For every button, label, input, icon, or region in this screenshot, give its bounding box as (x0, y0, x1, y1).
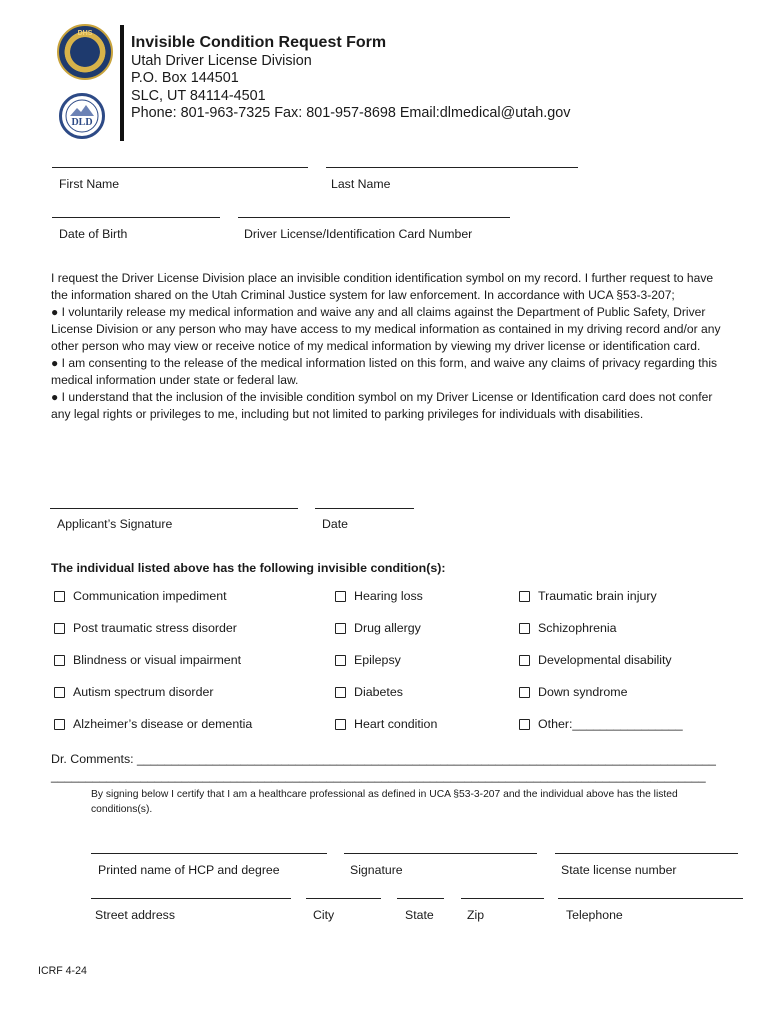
doctor-comments-line[interactable]: _______________________________________________________________________________________________ (51, 769, 706, 783)
condition-label: Post traumatic stress disorder (73, 621, 237, 635)
mountain-icon (62, 96, 102, 136)
condition-label: Developmental disability (538, 653, 672, 667)
hcp-name-label: Printed name of HCP and degree (98, 863, 280, 877)
form-code: ICRF 4-24 (38, 965, 87, 977)
checkbox[interactable] (54, 687, 65, 698)
applicant-signature-field[interactable] (50, 508, 298, 509)
dhs-seal-text: DHS (77, 30, 93, 37)
first-name-field[interactable] (52, 167, 308, 168)
doctor-comments-field[interactable]: Dr. Comments: ____________________________________________________________________________________ (51, 752, 716, 766)
condition-label: Hearing loss (354, 589, 423, 603)
condition-autism[interactable] (54, 685, 213, 699)
checkbox[interactable] (54, 623, 65, 634)
condition-communication[interactable] (54, 589, 227, 603)
condition-label: Schizophrenia (538, 621, 617, 635)
first-name-label: First Name (59, 177, 120, 191)
condition-label: Heart condition (354, 717, 438, 731)
last-name-label: Last Name (331, 177, 391, 191)
agency-name: Utah Driver License Division (131, 52, 312, 69)
condition-label: Traumatic brain injury (538, 589, 657, 603)
dob-field[interactable] (52, 217, 220, 218)
checkbox[interactable] (335, 623, 346, 634)
street-field[interactable] (91, 898, 291, 899)
po-box: P.O. Box 144501 (131, 70, 239, 87)
consent-paragraph-1: I request the Driver License Division place an invisible condition identification symbol on my record. I further request to have the information shared on the Utah Criminal Justice system for law enforcement. In accordance with UCA §53-3-207; (51, 271, 714, 302)
condition-down-syndrome[interactable] (519, 685, 628, 699)
condition-label: Communication impediment (73, 589, 227, 603)
checkbox[interactable] (519, 687, 530, 698)
certification-text: By signing below I certify that I am a healthcare professional as defined in UCA §53-3-207 and the individual above has the listed conditions(s). (91, 789, 678, 815)
condition-label: Down syndrome (538, 685, 628, 699)
license-number-label: Driver License/Identification Card Number (244, 227, 473, 241)
telephone-label: Telephone (566, 908, 623, 922)
checkbox[interactable] (54, 719, 65, 730)
condition-hearing-loss[interactable] (335, 589, 423, 603)
checkbox[interactable] (335, 719, 346, 730)
city-field[interactable] (306, 898, 381, 899)
zip-field[interactable] (461, 898, 544, 899)
condition-label: Drug allergy (354, 621, 421, 635)
condition-drug-allergy[interactable] (335, 621, 421, 635)
consent-text (51, 270, 731, 423)
condition-label: Diabetes (354, 685, 403, 699)
applicant-signature-label: Applicant’s Signature (57, 517, 173, 531)
conditions-title: The individual listed above has the following invisible condition(s): (51, 561, 446, 575)
condition-tbi[interactable] (519, 589, 657, 603)
condition-schizophrenia[interactable] (519, 621, 617, 635)
date-label: Date (322, 517, 348, 531)
consent-paragraph-3: ● I am consenting to the release of the medical information listed on this form, and waive any claims of privacy regarding this medical information under state or federal law. (51, 356, 718, 387)
city-line: SLC, UT 84114-4501 (131, 87, 266, 104)
checkbox[interactable] (54, 655, 65, 666)
state-label: State (405, 908, 434, 922)
condition-label: Alzheimer’s disease or dementia (73, 717, 253, 731)
checkbox[interactable] (519, 591, 530, 602)
license-number-field[interactable] (238, 217, 510, 218)
condition-label: Blindness or visual impairment (73, 653, 242, 667)
dob-label: Date of Birth (59, 227, 128, 241)
checkbox[interactable] (519, 719, 530, 730)
condition-epilepsy[interactable] (335, 653, 401, 667)
header-divider (120, 25, 124, 141)
condition-label: Epilepsy (354, 653, 401, 667)
checkbox[interactable] (335, 687, 346, 698)
condition-ptsd[interactable] (54, 621, 237, 635)
checkbox[interactable] (335, 655, 346, 666)
condition-other[interactable] (519, 717, 683, 731)
condition-alzheimers[interactable] (54, 717, 252, 731)
hcp-signature-label: Signature (350, 863, 403, 877)
checkbox[interactable] (335, 591, 346, 602)
consent-paragraph-4: ● I understand that the inclusion of the invisible condition symbol on my Driver License or Identification card does not confer any legal rights or privileges to me, including but not limited to parking privileges for individuals with disabilities. (51, 390, 713, 421)
state-license-field[interactable] (555, 853, 738, 854)
checkbox[interactable] (519, 623, 530, 634)
date-field[interactable] (315, 508, 414, 509)
condition-heart[interactable] (335, 717, 437, 731)
telephone-field[interactable] (558, 898, 743, 899)
checkbox[interactable] (519, 655, 530, 666)
state-license-label: State license number (561, 863, 677, 877)
state-field[interactable] (397, 898, 444, 899)
street-label: Street address (95, 908, 175, 922)
consent-paragraph-2: ● I voluntarily release my medical information and waive any and all claims against the Department of Public Safety, Driver License Division or any person who may have access to my medical information as contained in my driving record and/or any other person who may view or receive notice of my medical information by viewing my driver license or identification card. (51, 305, 721, 353)
header-block (131, 34, 570, 123)
contact-line: Phone: 801-963-7325 Fax: 801-957-8698 Email:dlmedical@utah.gov (131, 105, 571, 122)
form-title: Invisible Condition Request Form (131, 34, 387, 51)
zip-label: Zip (467, 908, 485, 922)
last-name-field[interactable] (326, 167, 578, 168)
condition-label: Other:________________ (538, 717, 683, 731)
city-label: City (313, 908, 335, 922)
dhs-seal-logo (57, 24, 113, 80)
dld-seal-logo (59, 93, 105, 139)
condition-diabetes[interactable] (335, 685, 403, 699)
condition-blindness[interactable] (54, 653, 241, 667)
dld-seal-text: DLD (71, 117, 93, 128)
condition-label: Autism spectrum disorder (73, 685, 214, 699)
hcp-signature-field[interactable] (344, 853, 537, 854)
hcp-name-field[interactable] (91, 853, 327, 854)
checkbox[interactable] (54, 591, 65, 602)
condition-developmental[interactable] (519, 653, 672, 667)
